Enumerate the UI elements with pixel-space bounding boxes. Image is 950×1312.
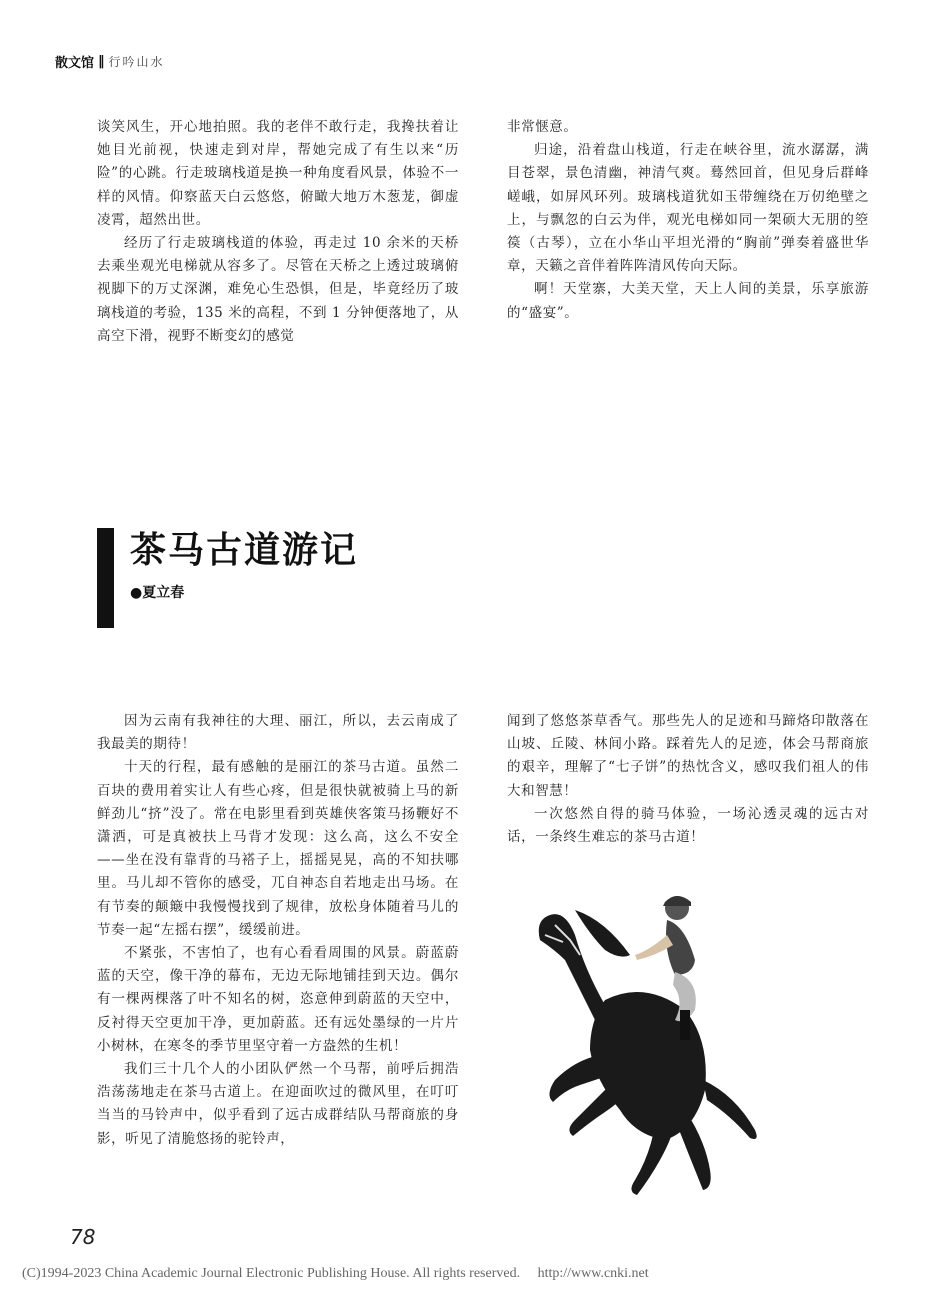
paragraph: 十天的行程，最有感触的是丽江的茶马古道。虽然二百块的费用着实让人有些心疼，但是很快就被骑上马的新鲜劲儿“挤”没了。常在电影里看到英雄侠客策马扬鞭好不潇洒，可是真被扶上马背才发现：这么高，这么不安全——坐在没有靠背的马褡子上，摇摇晃晃，高的不知扶哪里。马儿却不管你的感受，兀自神态自若地走出马场。在有节奏的颠簸中我慢慢找到了规律，放松身体随着马儿的节奏一起“左摇右摆”，缓缓前进。 [97,759,459,938]
subsection-name: 行吟山水 [108,55,165,69]
paragraph: 我们三十几个人的小团队俨然一个马帮，前呼后拥浩浩荡荡地走在茶马古道上。在迎面吹过的微风里，在叮叮当当的马铃声中，似乎看到了远古成群结队马帮商旅的身影，听见了清脆悠扬的驼铃声， [97,1061,459,1147]
running-header [55,52,165,71]
copyright-footer [22,1266,663,1282]
title-accent-bar [97,528,114,628]
paragraph: 不紧张，不害怕了，也有心看看周围的风景。蔚蓝蔚蓝的天空，像干净的幕布，无边无际地铺挂到天边。偶尔有一棵两棵落了叶不知名的树，恣意伸到蔚蓝的天空中，反衬得天空更加干净，更加蔚蓝。还有远处墨绿的一片片小树林，在寒冬的季节里坚守着一方盎然的生机！ [97,945,459,1054]
paragraph: 谈笑风生，开心地拍照。我的老伴不敢行走，我搀扶着让她目光前视，快速走到对岸，帮她完成了有生以来“历险”的心跳。行走玻璃栈道是换一种角度看风景，体验不一样的风情。仰察蓝天白云悠悠，俯瞰大地万木葱茏，御虚凌霄，超然出世。 [97,119,459,228]
prev-article-left-column [97,116,459,348]
paragraph: 归途，沿着盘山栈道，行走在峡谷里，流水潺潺，满目苍翠，景色清幽，神清气爽。蓦然回首，但见身后群峰嵯峨，如屏风环列。玻璃栈道犹如玉带缠绕在万仞绝壁之上，与飘忽的白云为伴，观光电梯如同一架硕大无朋的箜篌（古琴），立在小华山平坦光滑的“胸前”弹奏着盛世华章，天籁之音伴着阵阵清风传向天际。 [507,142,869,275]
footer-url: http://www.cnki.net [537,1266,649,1281]
paragraph: 因为云南有我神往的大理、丽江，所以，去云南成了我最美的期待！ [97,713,459,753]
prev-article-right-column [507,116,869,325]
article-title: 茶马古道游记 [130,530,359,571]
section-name: 散文馆 [55,56,95,71]
paragraph: 闻到了悠悠茶草香气。那些先人的足迹和马蹄烙印散落在山坡、丘陵、林间小路。踩着先人的足迹，体会马帮商旅的艰辛，理解了“七子饼”的热忱含义，感叹我们祖人的伟大和智慧！ [507,713,869,799]
paragraph: 一次悠然自得的骑马体验，一场沁透灵魂的远古对话，一条终生难忘的茶马古道！ [507,805,869,846]
paragraph: 啊！天堂寨，大美天堂，天上人间的美景，乐享旅游的“盛宴”。 [507,281,869,321]
article-left-column [97,710,459,1151]
paragraph: 经历了行走玻璃栈道的体验，再走过 10 余米的天桥去乘坐观光电梯就从容多了。尽管在天桥之上透过玻璃俯视脚下的万丈深渊，难免心生恐惧，但是，毕竟经历了玻璃栈道的考验，135 米的高程，不到 1 分钟便落地了，从高空下滑，视野不断变幻的感觉 [97,235,459,344]
paragraph: 非常惬意。 [507,119,578,135]
page-number: 78 [70,1225,96,1249]
copyright-text: (C)1994-2023 China Academic Journal Electronic Publishing House. All rights reserved. [22,1266,521,1281]
header-divider: ‖ [98,54,105,69]
horse-rider-illustration [535,880,765,1205]
article-author: ●夏立春 [130,585,185,601]
article-right-column [507,710,869,849]
